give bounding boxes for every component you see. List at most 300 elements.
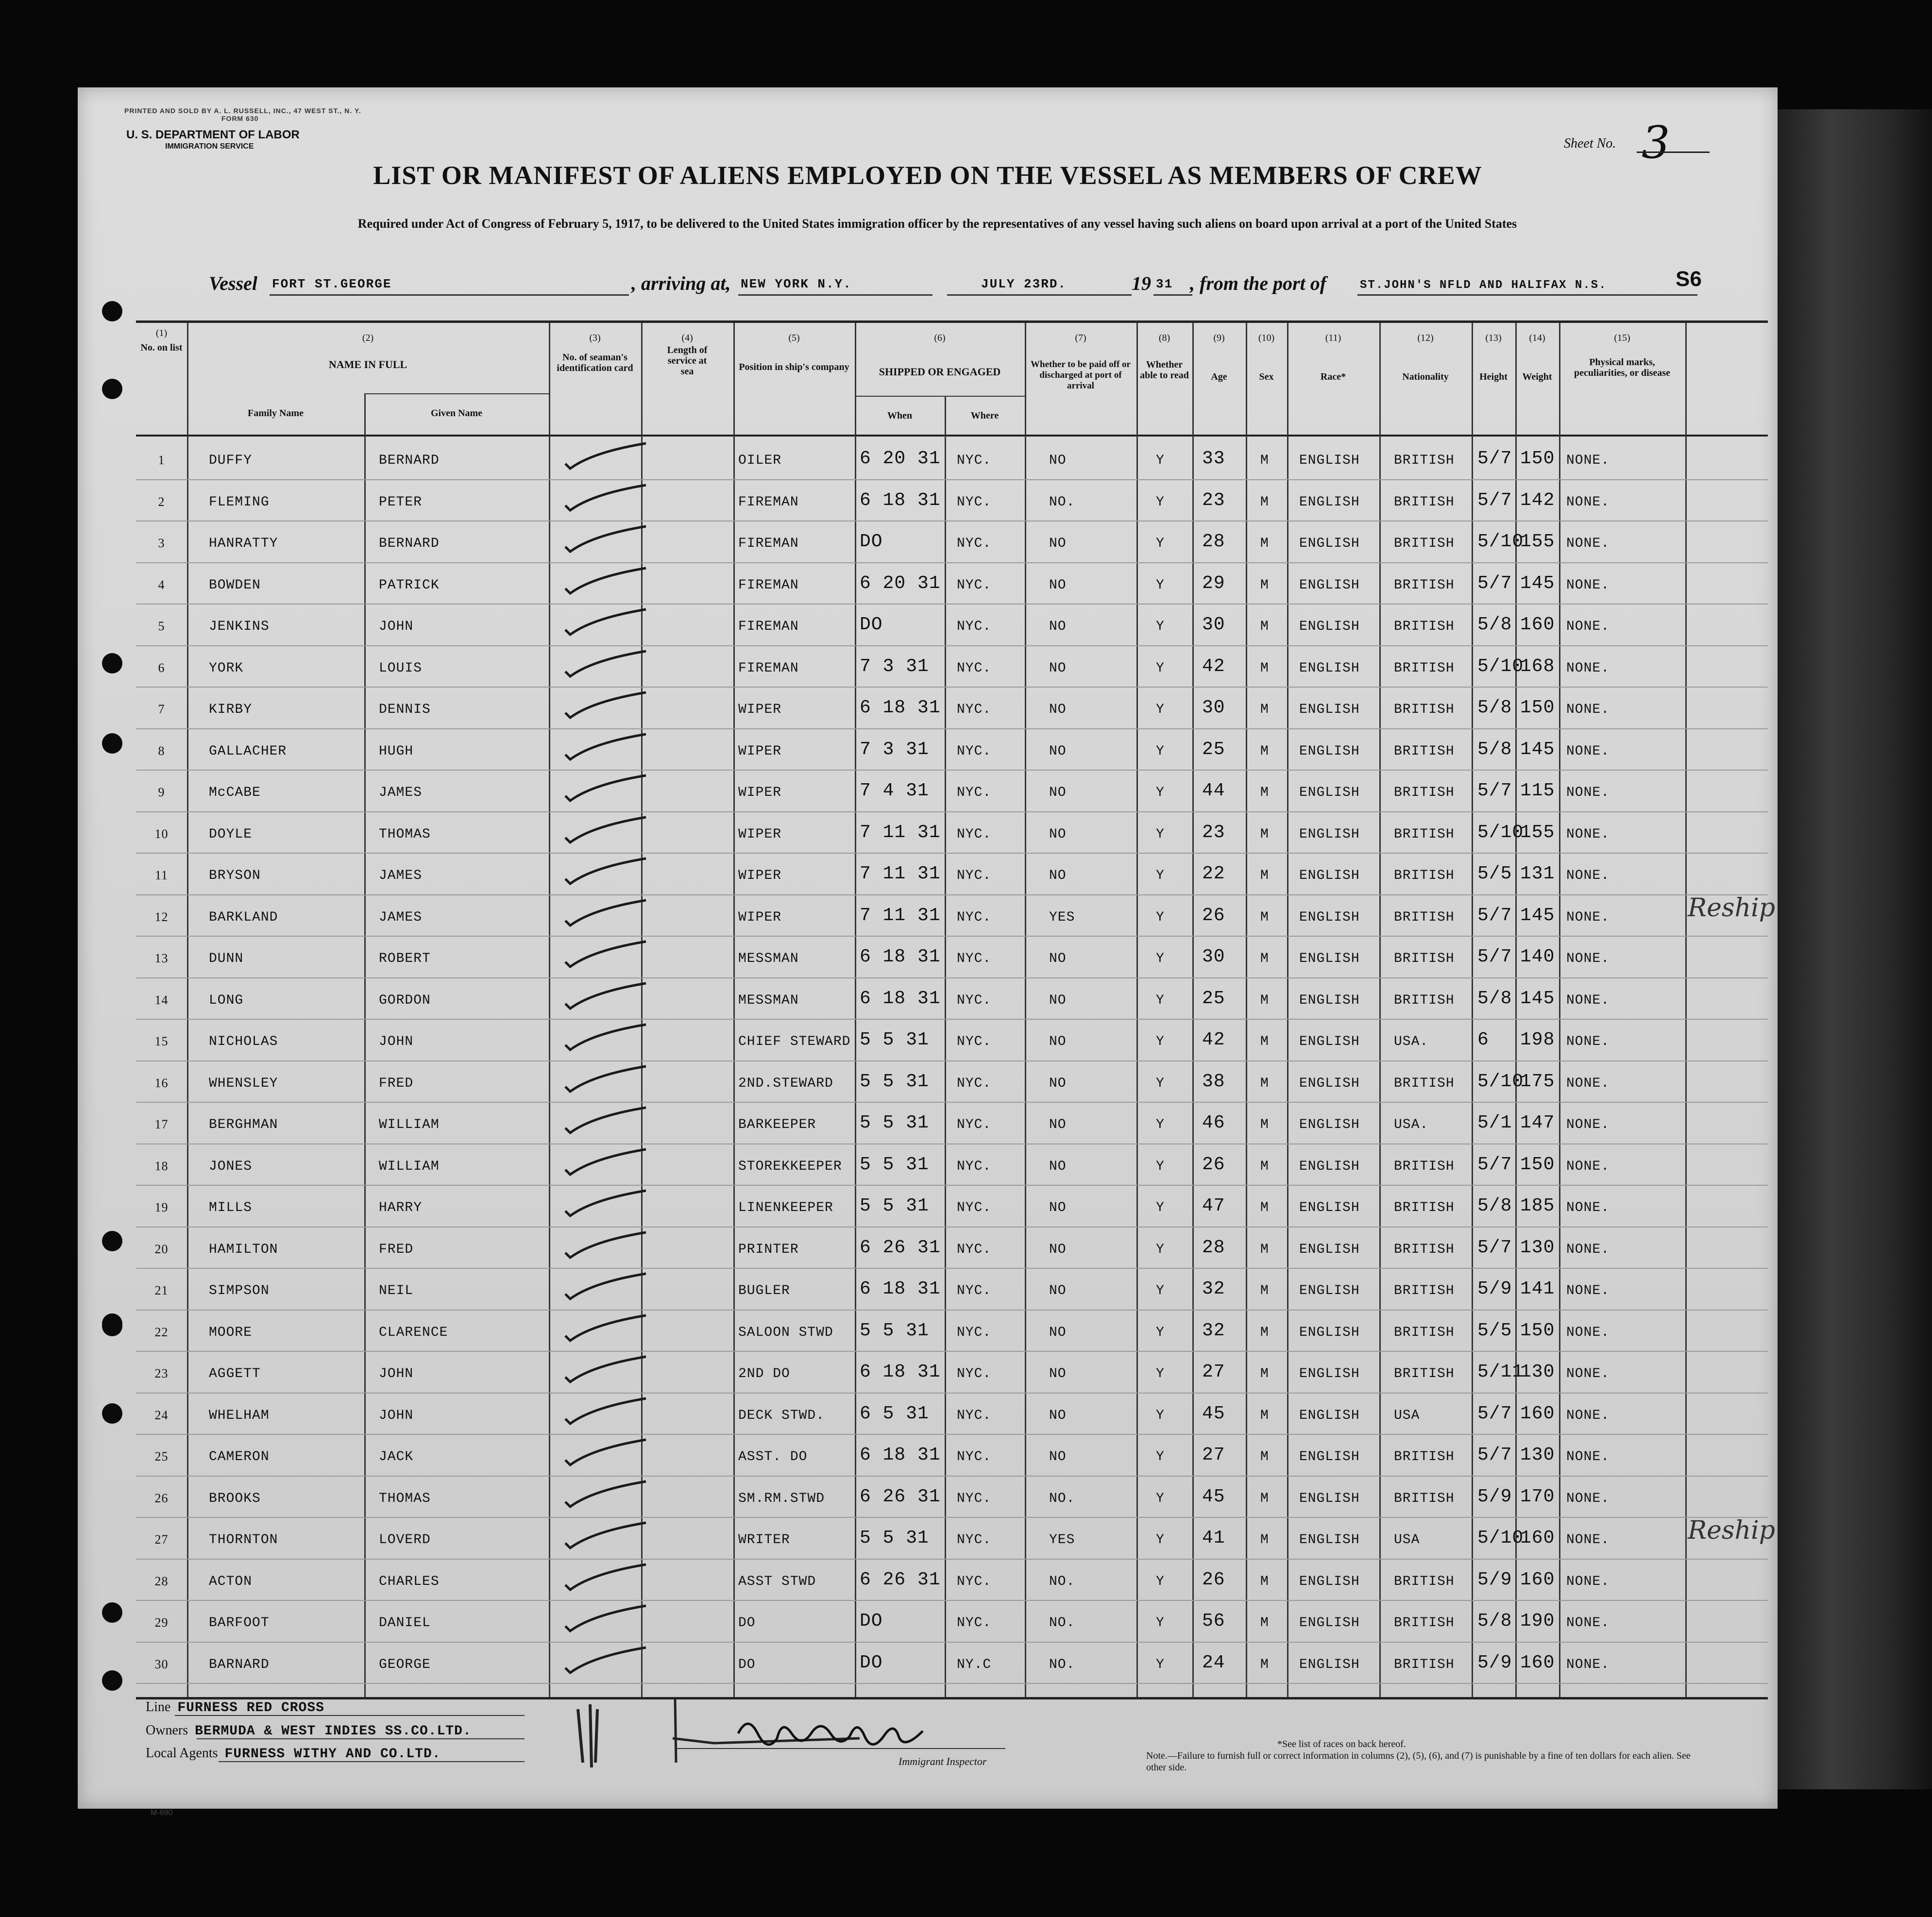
cell-read: Y — [1156, 453, 1165, 468]
cell-paid: NO. — [1049, 1574, 1075, 1589]
cell-no: 29 — [154, 1615, 169, 1630]
cell-weight: 130 — [1520, 1445, 1555, 1465]
cell-read: Y — [1156, 826, 1165, 842]
cell-nationality: BRITISH — [1394, 1076, 1455, 1091]
check-mark — [563, 650, 651, 676]
punch-hole — [102, 1602, 122, 1623]
cell-where: NYC. — [957, 1076, 992, 1091]
cell-no: 24 — [154, 1408, 169, 1422]
cell-nationality: BRITISH — [1394, 992, 1455, 1008]
cell-height: 5/10 — [1477, 531, 1524, 552]
cell-family: AGGETT — [209, 1366, 261, 1381]
cell-paid: NO — [1049, 577, 1067, 593]
cell-read: Y — [1156, 1117, 1165, 1132]
cell-paid: NO. — [1049, 1615, 1075, 1631]
cell-family: DUNN — [209, 951, 244, 966]
cell-family: NICHOLAS — [209, 1034, 278, 1049]
col-number: (2) — [362, 333, 374, 343]
cell-paid: NO — [1049, 1034, 1067, 1049]
agents-label: Local Agents — [146, 1746, 218, 1761]
cell-where: NYC. — [957, 1325, 992, 1340]
cell-height: 5/7 — [1477, 1403, 1512, 1424]
cell-sex: M — [1260, 1117, 1269, 1132]
table-row — [136, 522, 1768, 564]
check-mark — [563, 1148, 651, 1175]
cell-where: NYC. — [957, 785, 992, 800]
cell-race: ENGLISH — [1299, 1449, 1360, 1464]
cell-no: 9 — [158, 785, 165, 799]
cell-race: ENGLISH — [1299, 1034, 1360, 1049]
cell-race: ENGLISH — [1299, 785, 1360, 800]
page-title: LIST OR MANIFEST OF ALIENS EMPLOYED ON THE VESSEL AS MEMBERS OF CREW — [373, 161, 1482, 190]
cell-family: WHELHAM — [209, 1408, 270, 1423]
cell-height: 5/10 — [1477, 822, 1524, 843]
cell-read: Y — [1156, 1325, 1165, 1340]
check-mark — [563, 733, 651, 759]
arrival-date: JULY 23RD. — [981, 277, 1067, 291]
cell-given: BERNARD — [379, 453, 440, 468]
cell-where: NYC. — [957, 1532, 992, 1547]
cell-weight: 145 — [1520, 988, 1555, 1009]
cell-weight: 155 — [1520, 822, 1555, 843]
cell-race: ENGLISH — [1299, 494, 1360, 510]
cell-paid: NO — [1049, 536, 1067, 551]
cell-family: SIMPSON — [209, 1283, 270, 1298]
cell-paid: NO — [1049, 1325, 1067, 1340]
cell-read: Y — [1156, 619, 1165, 634]
cell-given: JAMES — [379, 909, 423, 925]
cell-position: MESSMAN — [738, 951, 799, 966]
cell-when: 6 20 31 — [860, 448, 941, 469]
vessel-underline — [270, 294, 629, 296]
col-number: (1) — [155, 328, 168, 338]
cell-height: 5/8 — [1477, 614, 1512, 635]
cell-given: HUGH — [379, 743, 414, 759]
stamp-mark: S6 — [1676, 267, 1702, 291]
cell-no: 10 — [154, 826, 169, 841]
cell-marks: NONE. — [1566, 1657, 1610, 1672]
cell-given: CHARLES — [379, 1574, 440, 1589]
cell-sex: M — [1260, 826, 1269, 842]
cell-paid: NO — [1049, 785, 1067, 800]
col-number: (10) — [1258, 333, 1275, 343]
cell-given: NEIL — [379, 1283, 414, 1298]
vessel-name: FORT ST.GEORGE — [272, 277, 392, 291]
cell-read: Y — [1156, 785, 1165, 800]
cell-marks: NONE. — [1566, 1283, 1610, 1298]
cell-where: NYC. — [957, 1159, 992, 1174]
cell-sex: M — [1260, 494, 1269, 510]
cell-given: THOMAS — [379, 1491, 431, 1506]
cell-read: Y — [1156, 660, 1165, 676]
punch-hole — [102, 1670, 122, 1691]
cell-height: 5/1 — [1477, 1112, 1512, 1133]
cell-race: ENGLISH — [1299, 868, 1360, 883]
punch-hole — [102, 1231, 122, 1251]
cell-age: 28 — [1202, 531, 1225, 552]
arrival-port: NEW YORK N.Y. — [741, 277, 852, 291]
cell-family: WHENSLEY — [209, 1076, 278, 1091]
cell-where: NYC. — [957, 1242, 992, 1257]
cell-position: WIPER — [738, 826, 782, 842]
cell-race: ENGLISH — [1299, 453, 1360, 468]
cell-position: FIREMAN — [738, 494, 799, 510]
cell-where: NYC. — [957, 909, 992, 925]
cell-nationality: BRITISH — [1394, 1283, 1455, 1298]
cell-family: HANRATTY — [209, 536, 278, 551]
cell-weight: 130 — [1520, 1237, 1555, 1258]
cell-when: 5 5 31 — [860, 1112, 929, 1133]
cell-sex: M — [1260, 577, 1269, 593]
punch-hole — [102, 733, 122, 754]
cell-age: 26 — [1202, 905, 1225, 926]
cell-read: Y — [1156, 951, 1165, 966]
cell-age: 26 — [1202, 1569, 1225, 1590]
table-row — [136, 1478, 1768, 1519]
cell-when: 6 18 31 — [860, 489, 941, 511]
cell-weight: 145 — [1520, 572, 1555, 594]
cell-when: 6 18 31 — [860, 1362, 941, 1382]
table-row — [136, 647, 1768, 689]
cell-position: LINENKEEPER — [738, 1200, 833, 1215]
cell-paid: NO. — [1049, 1491, 1075, 1506]
cell-position: FIREMAN — [738, 619, 799, 634]
cell-where: NYC. — [957, 1117, 992, 1132]
cell-nationality: BRITISH — [1394, 494, 1455, 510]
cell-nationality: BRITISH — [1394, 1242, 1455, 1257]
cell-where: NYC. — [957, 702, 992, 717]
cell-height: 5/7 — [1477, 780, 1512, 801]
col-number: (4) — [681, 333, 693, 343]
check-mark — [563, 1024, 651, 1050]
cell-weight: 160 — [1520, 1652, 1555, 1673]
cell-where: NYC. — [957, 1366, 992, 1381]
cell-sex: M — [1260, 1532, 1269, 1547]
cell-nationality: BRITISH — [1394, 660, 1455, 676]
table-row — [136, 813, 1768, 855]
from-port: ST.JOHN'S NFLD AND HALIFAX N.S. — [1360, 279, 1607, 292]
cell-no: 18 — [154, 1159, 169, 1173]
shipped-subheader-rule — [855, 396, 1025, 397]
cell-family: DOYLE — [209, 826, 253, 842]
cell-race: ENGLISH — [1299, 702, 1360, 717]
check-mark — [563, 1564, 651, 1590]
cell-no: 15 — [154, 1034, 169, 1048]
cell-no: 11 — [154, 868, 169, 882]
cell-paid: NO — [1049, 1076, 1067, 1091]
cell-race: ENGLISH — [1299, 1532, 1360, 1547]
cell-read: Y — [1156, 1491, 1165, 1506]
cell-weight: 145 — [1520, 739, 1555, 760]
cell-paid: YES — [1049, 909, 1075, 925]
cell-marks: NONE. — [1566, 453, 1610, 468]
check-mark — [563, 1273, 651, 1299]
cell-position: WIPER — [738, 743, 782, 759]
cell-weight: 198 — [1520, 1029, 1555, 1050]
col-header-position: Position in ship's company — [739, 362, 849, 372]
table-row — [136, 979, 1768, 1021]
cell-weight: 160 — [1520, 1403, 1555, 1424]
cell-position: WIPER — [738, 909, 782, 925]
cell-age: 22 — [1202, 863, 1225, 884]
footnote-penalty: Note.—Failure to furnish full or correct information in columns (2), (5), (6), and (7) is punishable by a fine of ten dollars for each alien. See other side. — [1146, 1750, 1691, 1773]
cell-age: 28 — [1202, 1237, 1225, 1258]
cell-paid: NO — [1049, 951, 1067, 966]
col-header-id-card: No. of seaman's identification card — [557, 352, 633, 373]
cell-read: Y — [1156, 1408, 1165, 1423]
cell-read: Y — [1156, 909, 1165, 925]
line-value: FURNESS RED CROSS — [177, 1700, 324, 1715]
cell-family: BROOKS — [209, 1491, 261, 1506]
cell-weight: 160 — [1520, 1569, 1555, 1590]
cell-age: 25 — [1202, 988, 1225, 1009]
cell-marks: NONE. — [1566, 785, 1610, 800]
inspector-underline — [675, 1748, 1005, 1749]
cell-nationality: BRITISH — [1394, 1366, 1455, 1381]
cell-paid: NO — [1049, 743, 1067, 759]
cell-sex: M — [1260, 660, 1269, 676]
cell-sex: M — [1260, 536, 1269, 551]
cell-when: 7 3 31 — [860, 739, 929, 760]
table-row — [136, 1395, 1768, 1436]
cell-paid: NO. — [1049, 494, 1075, 510]
owners-label: Owners — [146, 1723, 188, 1738]
cell-age: 30 — [1202, 946, 1225, 967]
cell-height: 5/8 — [1477, 697, 1512, 718]
cell-weight: 175 — [1520, 1071, 1555, 1092]
cell-given: JOHN — [379, 1366, 414, 1381]
cell-family: BOWDEN — [209, 577, 261, 593]
cell-sex: M — [1260, 1574, 1269, 1589]
cell-marks: NONE. — [1566, 1200, 1610, 1215]
cell-weight: 160 — [1520, 614, 1555, 635]
table-row — [136, 1353, 1768, 1395]
line-underline — [175, 1715, 525, 1716]
cell-marks: NONE. — [1566, 1325, 1610, 1340]
cell-height: 5/7 — [1477, 448, 1512, 469]
cell-age: 26 — [1202, 1154, 1225, 1175]
table-row — [136, 855, 1768, 896]
cell-given: BERNARD — [379, 536, 440, 551]
cell-where: NYC. — [957, 619, 992, 634]
cell-when: 5 5 31 — [860, 1071, 929, 1092]
sheet-number-value: 3 — [1642, 117, 1670, 168]
cell-paid: NO — [1049, 1449, 1067, 1464]
cell-read: Y — [1156, 1449, 1165, 1464]
cell-sex: M — [1260, 702, 1269, 717]
check-mark — [563, 567, 651, 593]
cell-family: JONES — [209, 1159, 253, 1174]
cell-sex: M — [1260, 1159, 1269, 1174]
table-row — [136, 481, 1768, 523]
cell-age: 32 — [1202, 1320, 1225, 1341]
col-number: (8) — [1158, 333, 1170, 343]
cell-position: CHIEF STEWARD — [738, 1034, 851, 1049]
cell-given: PETER — [379, 494, 423, 510]
cell-marks: NONE. — [1566, 909, 1610, 925]
cell-height: 5/7 — [1477, 1445, 1512, 1465]
name-subheader-rule — [364, 393, 549, 394]
handwritten-note: Reship — [1688, 1516, 1776, 1545]
cell-read: Y — [1156, 1159, 1165, 1174]
arrival-underline — [738, 294, 932, 296]
cell-race: ENGLISH — [1299, 909, 1360, 925]
cell-read: Y — [1156, 1366, 1165, 1381]
cell-height: 5/8 — [1477, 1195, 1512, 1216]
cell-marks: NONE. — [1566, 1076, 1610, 1091]
cell-paid: NO — [1049, 826, 1067, 842]
cell-where: NYC. — [957, 1449, 992, 1464]
check-mark — [563, 1356, 651, 1382]
check-mark — [563, 899, 651, 925]
check-mark — [563, 1647, 651, 1673]
cell-no: 4 — [158, 577, 165, 592]
cell-marks: NONE. — [1566, 1449, 1610, 1464]
cell-height: 5/7 — [1477, 1237, 1512, 1258]
cell-race: ENGLISH — [1299, 1325, 1360, 1340]
cell-where: NYC. — [957, 536, 992, 551]
cell-marks: NONE. — [1566, 743, 1610, 759]
cell-nationality: BRITISH — [1394, 785, 1455, 800]
cell-family: McCABE — [209, 785, 261, 800]
cell-no: 5 — [158, 619, 165, 633]
cell-given: HARRY — [379, 1200, 423, 1215]
table-row — [136, 1312, 1768, 1353]
cell-weight: 145 — [1520, 905, 1555, 926]
table-row — [136, 1561, 1768, 1602]
cell-marks: NONE. — [1566, 536, 1610, 551]
cell-nationality: USA. — [1394, 1117, 1429, 1132]
cell-race: ENGLISH — [1299, 577, 1360, 593]
cell-position: FIREMAN — [738, 660, 799, 676]
cell-race: ENGLISH — [1299, 1657, 1360, 1672]
col-header-weight: Weight — [1522, 371, 1552, 382]
col-number: (11) — [1325, 333, 1341, 343]
cell-nationality: BRITISH — [1394, 1574, 1455, 1589]
col-header-length-service: Length of service at sea — [667, 345, 708, 377]
cell-age: 23 — [1202, 822, 1225, 843]
owners-value: BERMUDA & WEST INDIES SS.CO.LTD. — [195, 1724, 472, 1739]
check-mark — [563, 1397, 651, 1424]
cell-sex: M — [1260, 1408, 1269, 1423]
year-underline — [1153, 294, 1192, 296]
cell-weight: 142 — [1520, 489, 1555, 511]
cell-given: JOHN — [379, 1034, 414, 1049]
cell-no: 1 — [158, 453, 165, 467]
cell-race: ENGLISH — [1299, 1574, 1360, 1589]
sheet-number — [1564, 117, 1710, 168]
cell-family: BARFOOT — [209, 1615, 270, 1631]
cell-nationality: BRITISH — [1394, 619, 1455, 634]
table-row — [136, 1602, 1768, 1644]
cell-no: 12 — [154, 909, 169, 924]
cell-paid: NO — [1049, 1408, 1067, 1423]
form-line: FORM 630 — [221, 115, 259, 122]
cell-weight: 131 — [1520, 863, 1555, 884]
cell-race: ENGLISH — [1299, 1283, 1360, 1298]
cell-age: 30 — [1202, 614, 1225, 635]
cell-read: Y — [1156, 577, 1165, 593]
cell-nationality: BRITISH — [1394, 909, 1455, 925]
cell-read: Y — [1156, 1200, 1165, 1215]
scan-edge-shadow — [1778, 109, 1932, 1789]
cell-nationality: BRITISH — [1394, 1657, 1455, 1672]
cell-marks: NONE. — [1566, 868, 1610, 883]
cell-no: 17 — [154, 1117, 169, 1131]
cell-given: FRED — [379, 1242, 414, 1257]
cell-read: Y — [1156, 1532, 1165, 1547]
table-row — [136, 893, 1776, 938]
cell-paid: NO — [1049, 868, 1067, 883]
col-number: (12) — [1417, 333, 1434, 343]
cell-no: 6 — [158, 660, 165, 675]
col-header-given-name: Given Name — [430, 408, 483, 419]
cell-when: DO — [860, 1652, 883, 1673]
cell-read: Y — [1156, 1615, 1165, 1631]
table-row — [136, 1145, 1768, 1187]
cell-marks: NONE. — [1566, 1117, 1610, 1132]
check-mark — [563, 1107, 651, 1133]
cell-age: 24 — [1202, 1652, 1225, 1673]
cell-no: 14 — [154, 992, 169, 1007]
cell-where: NYC. — [957, 743, 992, 759]
cell-when: 5 5 31 — [860, 1029, 929, 1050]
cell-family: JENKINS — [209, 619, 270, 634]
col-header-read: Whether able to read — [1140, 359, 1189, 381]
cell-when: 6 5 31 — [860, 1403, 929, 1424]
cell-where: NYC. — [957, 494, 992, 510]
cell-position: PRINTER — [738, 1242, 799, 1257]
cell-family: MILLS — [209, 1200, 253, 1215]
date-underline — [947, 294, 1132, 296]
check-mark — [563, 442, 651, 469]
cell-age: 56 — [1202, 1611, 1225, 1631]
cell-age: 42 — [1202, 656, 1225, 677]
cell-family: BARNARD — [209, 1657, 270, 1672]
cell-height: 5/7 — [1477, 905, 1512, 926]
col-header-height: Height — [1479, 371, 1508, 382]
check-mark — [563, 1480, 651, 1507]
cell-family: MOORE — [209, 1325, 253, 1340]
cell-given: WILLIAM — [379, 1159, 440, 1174]
cell-given: JOHN — [379, 619, 414, 634]
cell-given: JAMES — [379, 785, 423, 800]
cell-sex: M — [1260, 1200, 1269, 1215]
cell-weight: 168 — [1520, 656, 1555, 677]
check-mark — [563, 1605, 651, 1631]
col-number: (6) — [934, 333, 946, 343]
cell-family: DUFFY — [209, 453, 253, 468]
table-row — [136, 1516, 1776, 1561]
cell-given: JACK — [379, 1449, 414, 1464]
cell-position: WRITER — [738, 1532, 790, 1547]
cell-height: 5/8 — [1477, 988, 1512, 1009]
cell-family: CAMERON — [209, 1449, 270, 1464]
cell-given: DENNIS — [379, 702, 431, 717]
cell-when: 5 5 31 — [860, 1195, 929, 1216]
check-mark — [563, 484, 651, 510]
line-label: Line — [146, 1699, 171, 1715]
cell-nationality: BRITISH — [1394, 951, 1455, 966]
cell-position: ASST STWD — [738, 1574, 816, 1589]
punch-hole — [102, 1316, 122, 1336]
col-number: (15) — [1614, 333, 1630, 343]
table-row — [136, 605, 1768, 647]
cell-height: 5/9 — [1477, 1486, 1512, 1507]
sheet-number-label: Sheet No. — [1564, 136, 1616, 151]
cell-weight: 170 — [1520, 1486, 1555, 1507]
cell-no: 23 — [154, 1366, 169, 1380]
